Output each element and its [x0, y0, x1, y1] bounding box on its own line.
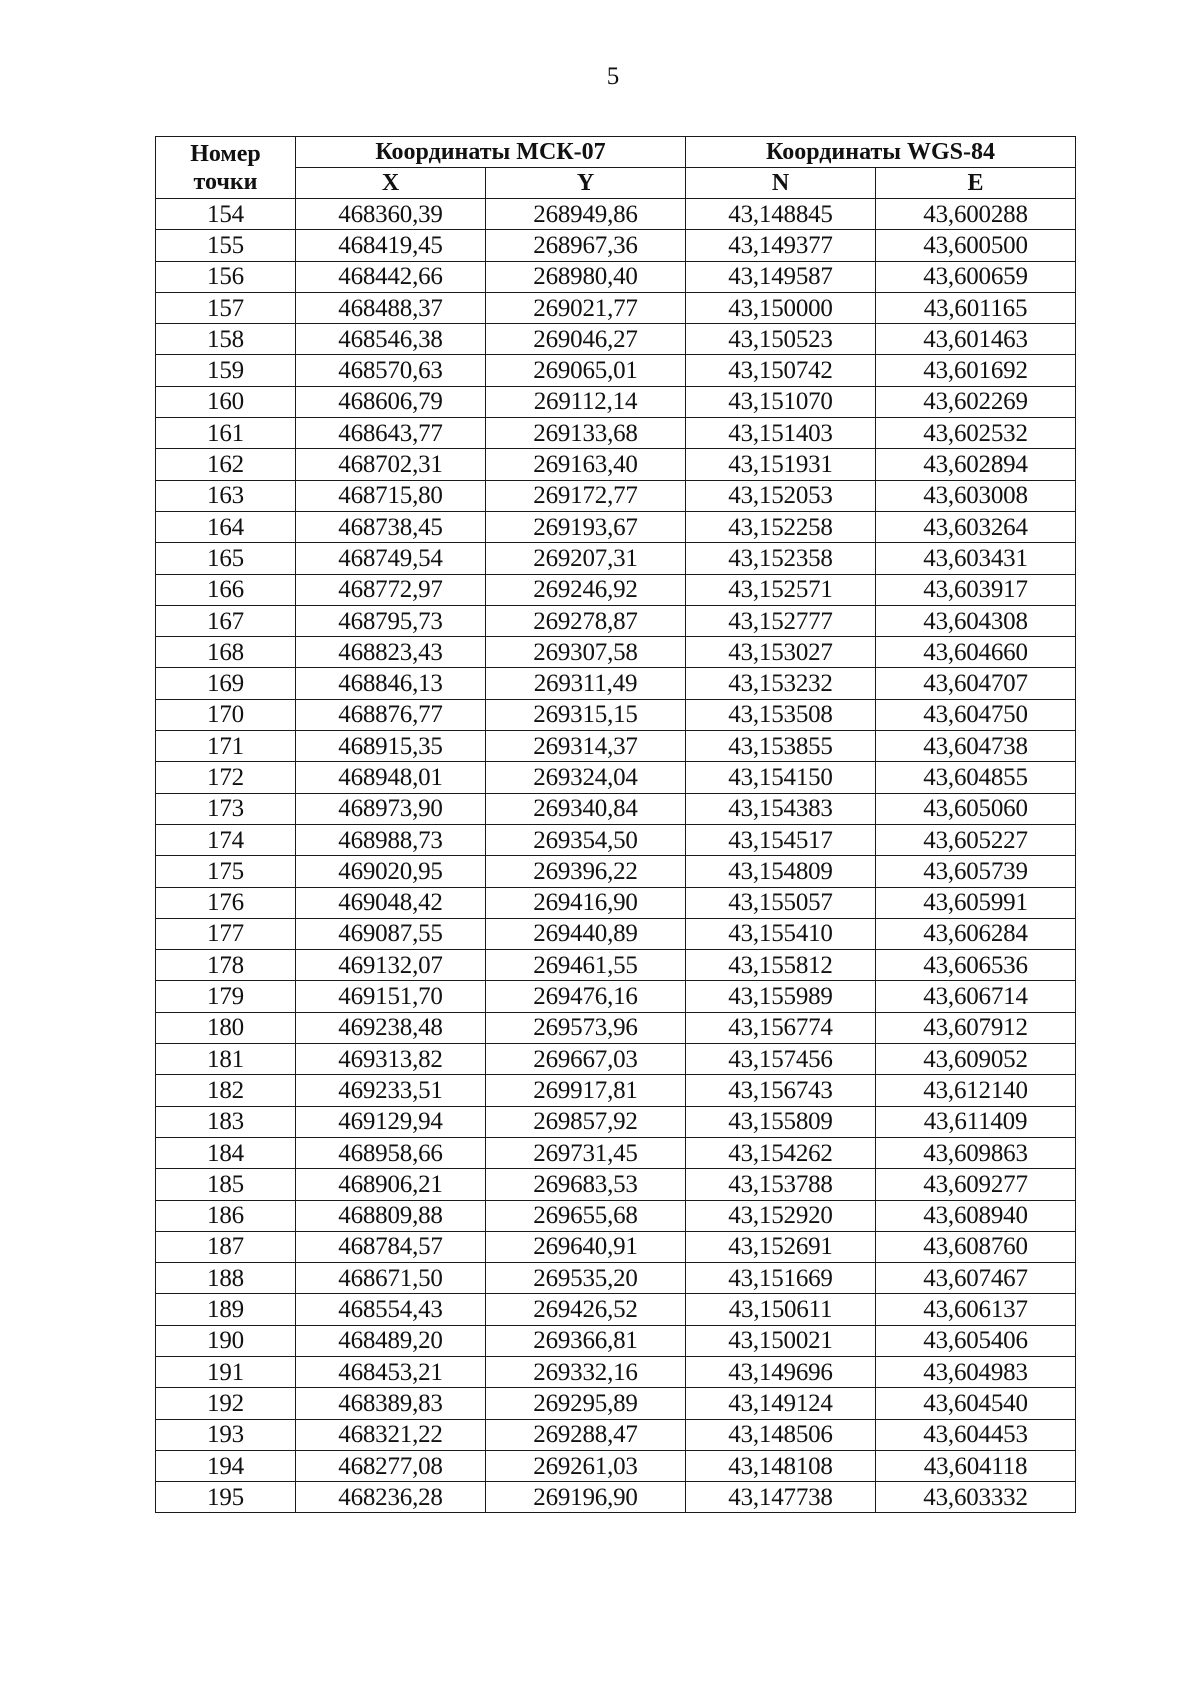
x-cell: 468360,39: [296, 199, 486, 230]
x-cell: 468749,54: [296, 543, 486, 574]
n-cell: 43,148506: [686, 1419, 876, 1450]
table-row: [156, 1137, 1076, 1168]
table-row: [156, 699, 1076, 730]
y-column-header: Y: [486, 168, 686, 199]
point-number-cell: 186: [156, 1200, 296, 1231]
n-cell: 43,154383: [686, 793, 876, 824]
y-cell: 269311,49: [486, 668, 686, 699]
point-number-cell: 190: [156, 1325, 296, 1356]
point-number-cell: 191: [156, 1356, 296, 1387]
point-number-cell: 171: [156, 731, 296, 762]
n-cell: 43,153027: [686, 637, 876, 668]
e-cell: 43,602532: [876, 418, 1076, 449]
x-cell: 468236,28: [296, 1482, 486, 1513]
e-cell: 43,605227: [876, 824, 1076, 855]
y-cell: 269046,27: [486, 324, 686, 355]
e-cell: 43,608940: [876, 1200, 1076, 1231]
e-cell: 43,605406: [876, 1325, 1076, 1356]
point-number-cell: 188: [156, 1263, 296, 1294]
e-cell: 43,608760: [876, 1231, 1076, 1262]
n-cell: 43,154150: [686, 762, 876, 793]
x-cell: 468823,43: [296, 637, 486, 668]
y-cell: 269655,68: [486, 1200, 686, 1231]
y-cell: 269573,96: [486, 1012, 686, 1043]
y-cell: 268980,40: [486, 261, 686, 292]
table-row: [156, 1231, 1076, 1262]
table-row: [156, 731, 1076, 762]
table-row: [156, 292, 1076, 323]
y-cell: 269288,47: [486, 1419, 686, 1450]
x-cell: 468488,37: [296, 292, 486, 323]
x-cell: 468546,38: [296, 324, 486, 355]
e-cell: 43,611409: [876, 1106, 1076, 1137]
y-cell: 269112,14: [486, 386, 686, 417]
y-cell: 269163,40: [486, 449, 686, 480]
table-row: [156, 637, 1076, 668]
point-number-cell: 174: [156, 824, 296, 855]
n-cell: 43,150611: [686, 1294, 876, 1325]
table-body: [156, 199, 1076, 1513]
point-number-cell: 183: [156, 1106, 296, 1137]
table-row: [156, 668, 1076, 699]
n-cell: 43,153855: [686, 731, 876, 762]
x-cell: 468795,73: [296, 605, 486, 636]
point-number-cell: 181: [156, 1044, 296, 1075]
n-cell: 43,154517: [686, 824, 876, 855]
e-cell: 43,604750: [876, 699, 1076, 730]
y-cell: 269261,03: [486, 1450, 686, 1481]
e-cell: 43,605739: [876, 856, 1076, 887]
point-number-cell: 195: [156, 1482, 296, 1513]
x-cell: 469233,51: [296, 1075, 486, 1106]
y-cell: 269857,92: [486, 1106, 686, 1137]
n-cell: 43,150742: [686, 355, 876, 386]
n-cell: 43,155989: [686, 981, 876, 1012]
x-cell: 468973,90: [296, 793, 486, 824]
x-cell: 468772,97: [296, 574, 486, 605]
e-cell: 43,604983: [876, 1356, 1076, 1387]
y-cell: 269295,89: [486, 1388, 686, 1419]
point-number-cell: 167: [156, 605, 296, 636]
point-number-cell: 179: [156, 981, 296, 1012]
x-cell: 468715,80: [296, 480, 486, 511]
x-cell: 468643,77: [296, 418, 486, 449]
table-row: [156, 1294, 1076, 1325]
x-cell: 468389,83: [296, 1388, 486, 1419]
point-number-cell: 180: [156, 1012, 296, 1043]
point-number-cell: 177: [156, 918, 296, 949]
x-cell: 469048,42: [296, 887, 486, 918]
point-number-cell: 164: [156, 511, 296, 542]
point-number-cell: 161: [156, 418, 296, 449]
n-cell: 43,152920: [686, 1200, 876, 1231]
x-cell: 468606,79: [296, 386, 486, 417]
point-number-cell: 163: [156, 480, 296, 511]
point-number-cell: 169: [156, 668, 296, 699]
x-cell: 469129,94: [296, 1106, 486, 1137]
x-cell: 468554,43: [296, 1294, 486, 1325]
y-cell: 268949,86: [486, 199, 686, 230]
point-number-cell: 176: [156, 887, 296, 918]
x-cell: 469132,07: [296, 950, 486, 981]
table-row: [156, 605, 1076, 636]
n-cell: 43,151669: [686, 1263, 876, 1294]
table-row: [156, 1388, 1076, 1419]
y-cell: 269731,45: [486, 1137, 686, 1168]
x-cell: 468958,66: [296, 1137, 486, 1168]
n-cell: 43,151070: [686, 386, 876, 417]
x-cell: 468453,21: [296, 1356, 486, 1387]
table-row: [156, 1200, 1076, 1231]
y-cell: 269354,50: [486, 824, 686, 855]
table-row: [156, 762, 1076, 793]
e-cell: 43,604540: [876, 1388, 1076, 1419]
n-cell: 43,151403: [686, 418, 876, 449]
n-cell: 43,155809: [686, 1106, 876, 1137]
table-row: [156, 261, 1076, 292]
table-row: [156, 449, 1076, 480]
point-number-cell: 194: [156, 1450, 296, 1481]
x-cell: 468876,77: [296, 699, 486, 730]
point-number-cell: 175: [156, 856, 296, 887]
e-cell: 43,601165: [876, 292, 1076, 323]
point-number-cell: 187: [156, 1231, 296, 1262]
x-cell: 468442,66: [296, 261, 486, 292]
y-cell: 269683,53: [486, 1169, 686, 1200]
x-cell: 468809,88: [296, 1200, 486, 1231]
table-row: [156, 824, 1076, 855]
point-number-cell: 185: [156, 1169, 296, 1200]
n-cell: 43,149587: [686, 261, 876, 292]
n-cell: 43,148845: [686, 199, 876, 230]
point-number-cell: 157: [156, 292, 296, 323]
n-cell: 43,155057: [686, 887, 876, 918]
y-cell: 268967,36: [486, 230, 686, 261]
n-cell: 43,149124: [686, 1388, 876, 1419]
table-row: [156, 1075, 1076, 1106]
point-number-cell: 162: [156, 449, 296, 480]
table-row: [156, 1419, 1076, 1450]
y-cell: 269196,90: [486, 1482, 686, 1513]
y-cell: 269193,67: [486, 511, 686, 542]
table-row: [156, 418, 1076, 449]
x-cell: 468277,08: [296, 1450, 486, 1481]
y-cell: 269440,89: [486, 918, 686, 949]
x-cell: 468948,01: [296, 762, 486, 793]
wgs84-group-header: Координаты WGS-84: [686, 137, 1076, 168]
y-cell: 269366,81: [486, 1325, 686, 1356]
n-cell: 43,150000: [686, 292, 876, 323]
n-cell: 43,154262: [686, 1137, 876, 1168]
e-cell: 43,600500: [876, 230, 1076, 261]
e-cell: 43,604118: [876, 1450, 1076, 1481]
n-cell: 43,152258: [686, 511, 876, 542]
y-cell: 269416,90: [486, 887, 686, 918]
e-cell: 43,609863: [876, 1137, 1076, 1168]
table-row: [156, 199, 1076, 230]
n-cell: 43,156743: [686, 1075, 876, 1106]
table-row: [156, 856, 1076, 887]
e-cell: 43,607912: [876, 1012, 1076, 1043]
y-cell: 269476,16: [486, 981, 686, 1012]
point-number-cell: 155: [156, 230, 296, 261]
point-number-header: Номер точки: [156, 137, 296, 199]
y-cell: 269461,55: [486, 950, 686, 981]
e-cell: 43,603008: [876, 480, 1076, 511]
n-cell: 43,152691: [686, 1231, 876, 1262]
point-number-cell: 172: [156, 762, 296, 793]
point-number-cell: 178: [156, 950, 296, 981]
table-row: [156, 950, 1076, 981]
page-number: 5: [606, 63, 620, 90]
table-row: [156, 793, 1076, 824]
table-row: [156, 918, 1076, 949]
table-row: [156, 1356, 1076, 1387]
n-cell: 43,148108: [686, 1450, 876, 1481]
n-column-header: N: [686, 168, 876, 199]
x-cell: 469313,82: [296, 1044, 486, 1075]
y-cell: 269917,81: [486, 1075, 686, 1106]
n-cell: 43,152358: [686, 543, 876, 574]
x-cell: 469151,70: [296, 981, 486, 1012]
n-cell: 43,152571: [686, 574, 876, 605]
e-cell: 43,604660: [876, 637, 1076, 668]
point-number-cell: 170: [156, 699, 296, 730]
n-cell: 43,153232: [686, 668, 876, 699]
e-cell: 43,603264: [876, 511, 1076, 542]
y-cell: 269315,15: [486, 699, 686, 730]
e-cell: 43,605060: [876, 793, 1076, 824]
e-cell: 43,600659: [876, 261, 1076, 292]
e-cell: 43,603917: [876, 574, 1076, 605]
point-number-cell: 168: [156, 637, 296, 668]
point-number-cell: 192: [156, 1388, 296, 1419]
e-cell: 43,604707: [876, 668, 1076, 699]
n-cell: 43,152777: [686, 605, 876, 636]
x-cell: 469020,95: [296, 856, 486, 887]
y-cell: 269332,16: [486, 1356, 686, 1387]
table-row: [156, 981, 1076, 1012]
point-number-cell: 158: [156, 324, 296, 355]
n-cell: 43,150523: [686, 324, 876, 355]
point-number-cell: 193: [156, 1419, 296, 1450]
e-cell: 43,606284: [876, 918, 1076, 949]
e-cell: 43,602894: [876, 449, 1076, 480]
x-cell: 468846,13: [296, 668, 486, 699]
x-cell: 468671,50: [296, 1263, 486, 1294]
table-row: [156, 1169, 1076, 1200]
table-row: [156, 1482, 1076, 1513]
n-cell: 43,155410: [686, 918, 876, 949]
e-column-header: E: [876, 168, 1076, 199]
point-number-cell: 189: [156, 1294, 296, 1325]
x-cell: 468738,45: [296, 511, 486, 542]
point-number-cell: 160: [156, 386, 296, 417]
y-cell: 269207,31: [486, 543, 686, 574]
y-cell: 269172,77: [486, 480, 686, 511]
point-number-cell: 165: [156, 543, 296, 574]
e-cell: 43,603431: [876, 543, 1076, 574]
point-number-cell: 166: [156, 574, 296, 605]
e-cell: 43,601692: [876, 355, 1076, 386]
table-row: [156, 1325, 1076, 1356]
x-column-header: X: [296, 168, 486, 199]
x-cell: 469087,55: [296, 918, 486, 949]
x-cell: 468570,63: [296, 355, 486, 386]
e-cell: 43,609052: [876, 1044, 1076, 1075]
table-row: [156, 230, 1076, 261]
y-cell: 269640,91: [486, 1231, 686, 1262]
n-cell: 43,153788: [686, 1169, 876, 1200]
e-cell: 43,604308: [876, 605, 1076, 636]
x-cell: 468702,31: [296, 449, 486, 480]
table-row: [156, 1450, 1076, 1481]
y-cell: 269307,58: [486, 637, 686, 668]
x-cell: 468784,57: [296, 1231, 486, 1262]
table-row: [156, 355, 1076, 386]
point-number-cell: 182: [156, 1075, 296, 1106]
y-cell: 269021,77: [486, 292, 686, 323]
table-header: [156, 137, 1076, 199]
y-cell: 269278,87: [486, 605, 686, 636]
point-number-cell: 173: [156, 793, 296, 824]
e-cell: 43,612140: [876, 1075, 1076, 1106]
e-cell: 43,604855: [876, 762, 1076, 793]
x-cell: 468321,22: [296, 1419, 486, 1450]
n-cell: 43,149696: [686, 1356, 876, 1387]
y-cell: 269246,92: [486, 574, 686, 605]
n-cell: 43,157456: [686, 1044, 876, 1075]
e-cell: 43,606536: [876, 950, 1076, 981]
n-cell: 43,156774: [686, 1012, 876, 1043]
x-cell: 468915,35: [296, 731, 486, 762]
n-cell: 43,155812: [686, 950, 876, 981]
x-cell: 468988,73: [296, 824, 486, 855]
msk07-group-header: Координаты МСК-07: [296, 137, 686, 168]
y-cell: 269065,01: [486, 355, 686, 386]
table-row: [156, 386, 1076, 417]
e-cell: 43,604453: [876, 1419, 1076, 1450]
table-row: [156, 511, 1076, 542]
point-number-cell: 156: [156, 261, 296, 292]
table-row: [156, 1044, 1076, 1075]
table-row: [156, 887, 1076, 918]
e-cell: 43,600288: [876, 199, 1076, 230]
x-cell: 468489,20: [296, 1325, 486, 1356]
y-cell: 269133,68: [486, 418, 686, 449]
n-cell: 43,153508: [686, 699, 876, 730]
e-cell: 43,605991: [876, 887, 1076, 918]
y-cell: 269667,03: [486, 1044, 686, 1075]
e-cell: 43,603332: [876, 1482, 1076, 1513]
x-cell: 469238,48: [296, 1012, 486, 1043]
table-row: [156, 574, 1076, 605]
e-cell: 43,607467: [876, 1263, 1076, 1294]
x-cell: 468906,21: [296, 1169, 486, 1200]
e-cell: 43,606137: [876, 1294, 1076, 1325]
e-cell: 43,602269: [876, 386, 1076, 417]
e-cell: 43,604738: [876, 731, 1076, 762]
table-row: [156, 480, 1076, 511]
n-cell: 43,151931: [686, 449, 876, 480]
table-row: [156, 1263, 1076, 1294]
coordinates-table: [155, 136, 1076, 1513]
y-cell: 269535,20: [486, 1263, 686, 1294]
x-cell: 468419,45: [296, 230, 486, 261]
y-cell: 269340,84: [486, 793, 686, 824]
point-number-cell: 159: [156, 355, 296, 386]
n-cell: 43,147738: [686, 1482, 876, 1513]
y-cell: 269426,52: [486, 1294, 686, 1325]
e-cell: 43,609277: [876, 1169, 1076, 1200]
table-row: [156, 1012, 1076, 1043]
n-cell: 43,150021: [686, 1325, 876, 1356]
point-number-cell: 154: [156, 199, 296, 230]
n-cell: 43,149377: [686, 230, 876, 261]
y-cell: 269324,04: [486, 762, 686, 793]
e-cell: 43,601463: [876, 324, 1076, 355]
y-cell: 269396,22: [486, 856, 686, 887]
point-number-cell: 184: [156, 1137, 296, 1168]
y-cell: 269314,37: [486, 731, 686, 762]
table-row: [156, 324, 1076, 355]
n-cell: 43,154809: [686, 856, 876, 887]
table-row: [156, 543, 1076, 574]
e-cell: 43,606714: [876, 981, 1076, 1012]
table-row: [156, 1106, 1076, 1137]
n-cell: 43,152053: [686, 480, 876, 511]
